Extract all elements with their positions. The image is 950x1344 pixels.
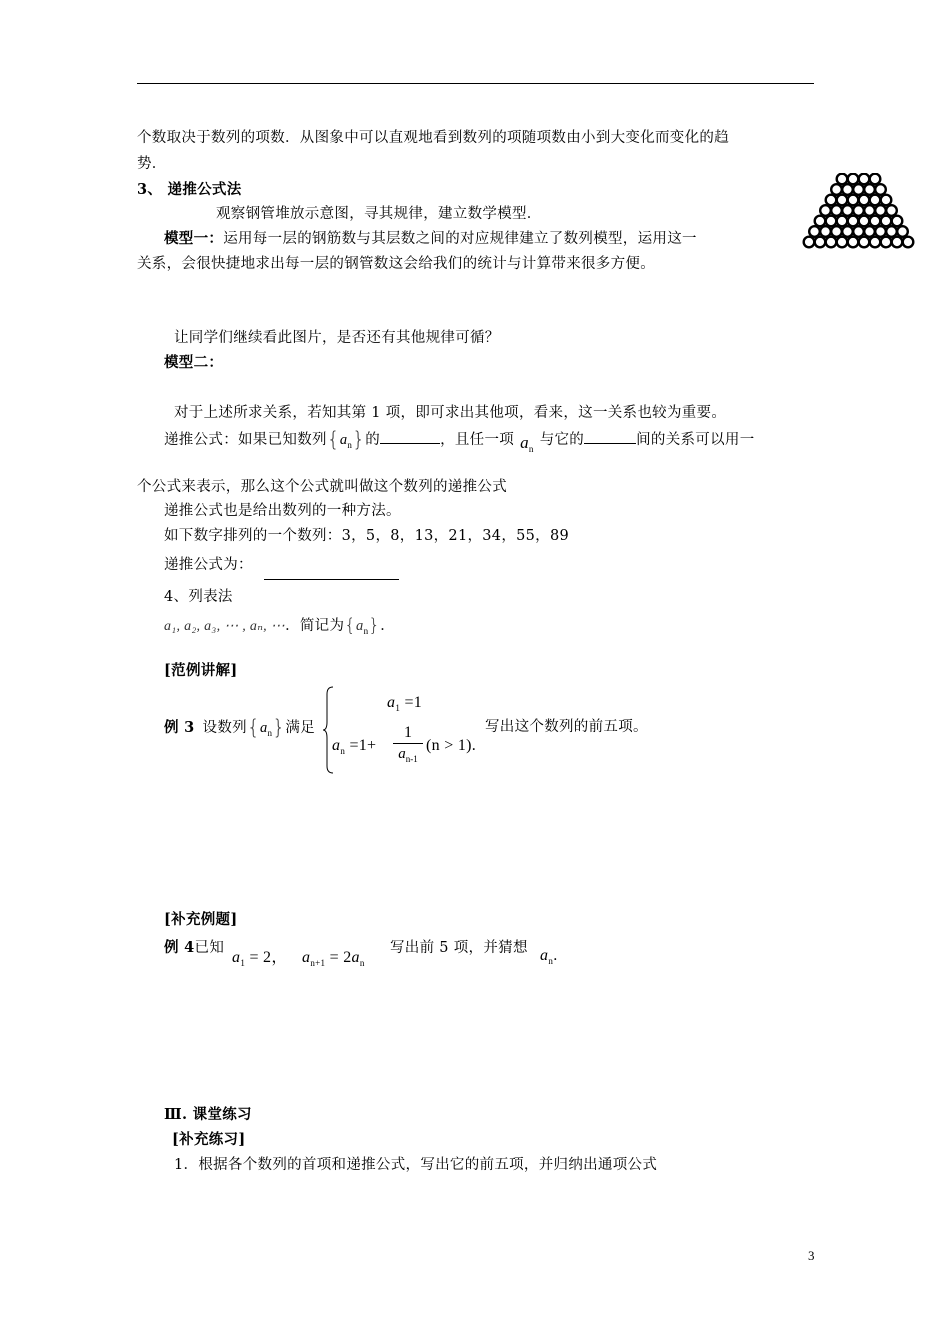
system-brace — [323, 686, 335, 774]
pipe-ring — [815, 216, 826, 227]
section-heading-3: 3、 递推公式法 — [137, 181, 242, 198]
pipe-ring — [815, 237, 826, 248]
definition-text: 递推公式：如果已知数列 — [164, 432, 327, 448]
sequence-text: 如下数字排列的一个数列：3，5，8，13，21，34，55，89 — [164, 528, 570, 544]
supplementary-examples-heading: [补充例题] — [164, 911, 238, 928]
pipe-ring — [864, 205, 875, 216]
example3-task: 写出这个数列的前五项。 — [485, 719, 648, 735]
pipe-ring — [903, 237, 914, 248]
pipe-ring — [870, 237, 881, 248]
fraction — [393, 724, 423, 764]
practice-question-1: 1．根据各个数列的首项和递推公式，写出它的前五项，并归纳出通项公式 — [174, 1157, 658, 1173]
pipe-ring — [875, 226, 886, 237]
pipe-ring — [881, 195, 892, 206]
pipe-ring — [859, 237, 870, 248]
pipe-ring — [853, 184, 864, 195]
pipe-ring — [875, 184, 886, 195]
pipe-ring — [859, 195, 870, 206]
pipe-ring — [886, 205, 897, 216]
model1-label: 模型一： — [164, 230, 224, 247]
relation-text: 对于上述所求关系，若知其第 1 项，即可求出其他项，看来，这一关系也较为重要。 — [174, 405, 727, 421]
pipe-ring — [804, 237, 815, 248]
example4-label: 例 4 — [164, 939, 195, 956]
examples-heading: [范例讲解] — [164, 662, 238, 679]
pipe-ring — [826, 195, 837, 206]
supplementary-practice-heading: [补充练习] — [172, 1131, 246, 1148]
model2-label: 模型二： — [164, 354, 224, 371]
fill-blank[interactable] — [380, 429, 440, 444]
paragraph-line: 势． — [137, 156, 167, 172]
pipe-ring — [870, 216, 881, 227]
pipe-ring — [864, 184, 875, 195]
formula-blank[interactable] — [264, 579, 399, 580]
fraction-numerator: 1 — [404, 724, 412, 741]
pipe-ring — [842, 184, 853, 195]
pipe-ring — [842, 205, 853, 216]
pipe-ring — [848, 216, 859, 227]
section-heading-4: 4、列表法 — [164, 589, 233, 605]
example4-guess: $a_n$． — [540, 947, 568, 966]
pipe-ring — [853, 205, 864, 216]
pipe-ring — [859, 216, 870, 227]
formula-label: 递推公式为： — [164, 557, 253, 573]
pipe-ring — [831, 226, 842, 237]
model1-line — [164, 229, 697, 249]
header-rule — [137, 83, 814, 84]
list-sequence: a₁, a₂, a₃, ⋯ , aₙ, ⋯ — [164, 619, 286, 634]
formula-line — [164, 555, 253, 575]
fill-blank[interactable] — [584, 429, 636, 444]
pipe-ring — [875, 205, 886, 216]
pipe-ring — [820, 226, 831, 237]
system-eq1: $a_1 =1$ — [387, 694, 423, 713]
definition-line2: 个公式来表示，那么这个公式就叫做这个数列的递推公式 — [137, 479, 507, 495]
continue-question: 让同学们继续看此图片，是否还有其他规律可循？ — [174, 330, 500, 346]
fraction-denominator: $a_{n-1}$ — [398, 746, 418, 764]
example4-eq2: $a_{n+1} = 2a_n$ — [302, 949, 365, 968]
pipe-ring — [848, 237, 859, 248]
pipe-ring — [881, 237, 892, 248]
pipe-ring — [831, 205, 842, 216]
sequence-symbol: a — [339, 432, 348, 448]
pipe-ring — [859, 174, 870, 185]
system-eq2: $a_n =1+$ — [332, 737, 377, 756]
pipe-ring — [831, 184, 842, 195]
example3-line: 例 3 设数列$\{a_n\}$满足 — [164, 715, 315, 739]
term-symbol: a — [520, 433, 529, 452]
model1-line2: 关系，会很快捷地求出每一层的钢管数这会给我们的统计与计算带来很多方便。 — [137, 256, 655, 272]
page-number: 3 — [808, 1248, 815, 1263]
pipe-ring — [853, 226, 864, 237]
paragraph-line: 个数取决于数列的项数．从图象中可以直观地看到数列的项随项数由小到大变化而变化的趋 — [137, 130, 729, 146]
example3-label: 例 3 — [164, 719, 195, 736]
observe-text: 观察钢管堆放示意图，寻其规律，建立数学模型． — [216, 206, 542, 222]
pipe-ring — [870, 195, 881, 206]
example4-eq1: $a_1 = 2$， — [232, 949, 288, 968]
pipe-ring — [837, 195, 848, 206]
model1-text: 运用每一层的钢筋数与其层数之间的对应规律建立了数列模型，运用这一 — [223, 231, 697, 247]
pipe-ring — [886, 226, 897, 237]
list-line: a₁, a₂, a₃, ⋯ , aₙ, ⋯．简记为$\{a_n\}$． — [164, 615, 395, 636]
pipe-ring — [820, 205, 831, 216]
pipe-ring — [864, 226, 875, 237]
pipe-ring — [848, 174, 859, 185]
definition-line: 递推公式：如果已知数列$\{a_n\}$的 ，且任一项 $a_n$与它的 间的关系可以用一 — [164, 427, 755, 454]
pipe-ring — [837, 216, 848, 227]
pipe-ring — [809, 226, 820, 237]
practice-heading: Ⅲ. 课堂练习 — [164, 1106, 252, 1123]
pipe-ring — [837, 174, 848, 185]
pipe-ring — [826, 237, 837, 248]
method-text: 递推公式也是给出数列的一种方法。 — [164, 503, 401, 519]
pipe-ring — [826, 216, 837, 227]
pipe-ring — [892, 237, 903, 248]
pipe-ring — [897, 226, 908, 237]
pipe-ring — [870, 174, 881, 185]
pipe-ring — [848, 195, 859, 206]
example4-line: 例 4已知 — [164, 939, 225, 956]
pipe-ring — [892, 216, 903, 227]
pipe-ring — [842, 226, 853, 237]
system-condition: (n > 1). — [426, 737, 477, 754]
pipe-ring — [837, 237, 848, 248]
pipe-ring — [881, 216, 892, 227]
example4-task: 写出前 5 项，并猜想 — [390, 940, 528, 956]
steel-pipe-stack-figure — [801, 173, 916, 249]
